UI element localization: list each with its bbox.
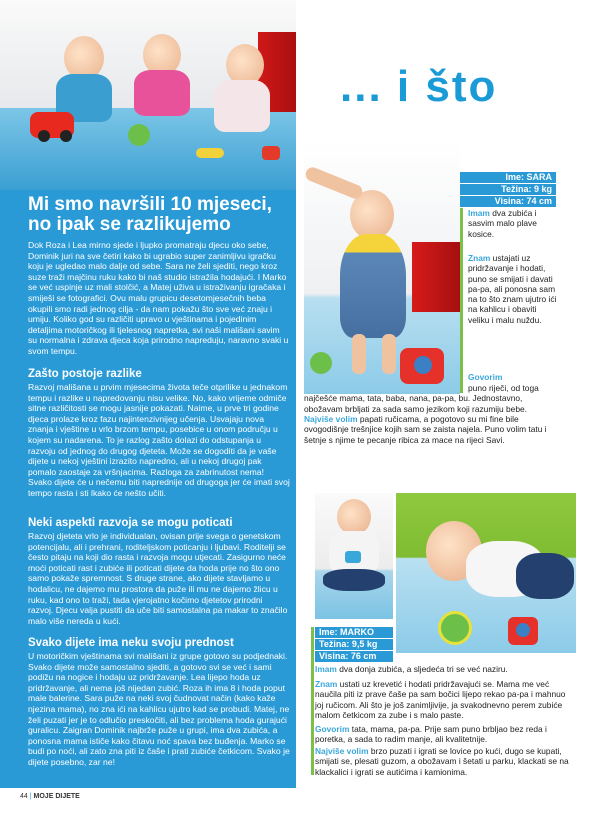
photo-marko-crawling [396, 493, 576, 653]
section-heading: Neki aspekti razvoja se mogu poticati [28, 517, 233, 529]
section-text: U motoričkim vještinama svi mališani iz grupe gotovo su podjednaki. Svako dijete može samostalno sjediti, a gotovo svi se već i sami podižu na nogice i hodaju uz pridržavanje. Lea lijepo hoda uz pridržavanje, ali nema još nijedan zubić. Roza ih ima 8 i hoda poput male balerine. Sara puže na neki svoj čudnovat način (kako kaže njezina mama), no zna ići na kahlicu ujutro kad se probudi. Matej, ne želi puzati jer je to odlučio preskočiti, ali bez problema hoda gurajući guralicu. Zaigran Dominik najbrže puže u grupi, ima dva zubića, a ponosna mama ističe kako čitavu noć spava bez buđenja. Marko se budi po noći, ali zato zna piti iz čaše i prati zubiće četkicom. Svako je dijete posebno, zar ne! [28, 651, 290, 767]
page-footer: 44 | MOJE DIJETE [20, 793, 80, 800]
text: ustajati uz pridržavanje i hodati, puno se smijati i davati pa-pa, ali ponosna sam na to što znam ujutro ići na kahlicu i obaviti veliku i malu nuždu. [468, 253, 557, 325]
photo-baby-leg [352, 334, 366, 374]
article-title: Mi smo navršili 10 mjeseci, no ipak se razlikujemo [28, 194, 272, 235]
label: Govorim [315, 724, 350, 734]
photo-baby-leg [382, 334, 396, 374]
section-heading: Zašto postoje razlike [28, 368, 142, 380]
photo-toy-wheel [38, 130, 50, 142]
marko-imam [315, 664, 575, 674]
sara-info-box [460, 172, 556, 207]
photo-toy-ring [196, 148, 224, 158]
article-intro: Dok Roza i Lea mirno sjede i ljupko promatraju djecu oko sebe, Dominik juri na sve četiri kako bi ugrabio super zanimljivu igračku koju je ugledao malo dalje od sebe. Sara ne želi sjediti, nego kroz suze traži majčinu ruku kako bi naš studio istražila hodajući. I Marko se već uspinje uz mali stolčić, a Matej uživa u istraživanju igračaka i smiješi se fotografici. Ovu malu grupicu desetomjesečnih beba okupili smo radi jednog cilja - da nam pokažu što sve već znaju i umiju. Koliko god su različiti upravo u vještinama i pojedinim detaljima motoričkog ili tjelesnog napretka, svi naši mališani savim su normalna i zdrava djeca koja prirodno napreduju, naravno svaki u svom tempu. [28, 240, 289, 356]
photo-baby-body [134, 70, 190, 116]
marko-govorim [315, 724, 575, 745]
photo-babies-group [0, 0, 296, 190]
photo-baby-head [337, 499, 371, 535]
photo-toy-block [262, 146, 280, 160]
page-headline: ... i što [340, 62, 498, 111]
section-text: Razvoj mališana u prvim mjesecima života teče otprilike u jednakom tempu i razlike u napredovanju nisu velike. No, kako vrijeme odmiče sitne različitosti se mogu jasnije pokazati. Naime, u prve tri godine djeca prolaze kroz fazu najintenzivnijeg učenja. Usvajaju nova znanja i vještine u vrlo brzom tempu, posebice u onom području u kojem su nadarena. To je razlog zašto dolazi do odstupanja u razvoju od jednog do drugog djeteta. Može se dogoditi da je vaše dijete u nekoj vještini izrazito napredno, ali u nekoj drugoj pak pomalo zaostaje za vršnjacima. Razloga za zabrinutost nema! Svako dijete će u nečemu biti naprednije od drugoga jer će imati svoj tempo rasta i sti lkako će nešto učiti. [28, 382, 290, 498]
marko-weight: Težina: 9,5 kg [315, 639, 393, 651]
marko-znam [315, 679, 575, 720]
sara-imam [468, 208, 558, 239]
photo-toy-wheel [60, 130, 72, 142]
label: Znam [468, 253, 491, 263]
text: brzo puzati i igrati se lovice po kući, dugo se kupati, smijati se, plesati guzom, a obožavam i šetati u parku, klackati se na klackalici i igrati se autićima i kamionima. [315, 746, 569, 777]
sara-znam [468, 253, 558, 325]
photo-toy [345, 551, 361, 563]
sara-accent-bar [460, 208, 463, 393]
marko-accent-bar [311, 627, 314, 775]
sara-name: Ime: SARA [460, 172, 556, 184]
photo-baby-pants [516, 553, 574, 599]
page-number: 44 [20, 793, 28, 800]
label: Govorim [468, 372, 503, 382]
label: Najviše volim [304, 414, 358, 424]
photo-red-block [412, 242, 460, 312]
marko-info-box [315, 627, 393, 662]
sara-volim [304, 414, 558, 445]
label: Imam [468, 208, 490, 218]
sara-govorim [468, 372, 558, 382]
photo-toy-ball [310, 352, 332, 374]
text: papati ručicama, a pogotovo su mi fine bile ovogodišnje trešnjice kojih sam se zaista najela. Puno volim tatu i šetnje s njime te pecanje ribica za mace na rijeci Savi. [304, 414, 547, 445]
text: ustati uz krevetić i hodati pridržavajući se. Mama me već naučila piti iz prave čaše pa sam bočici lijepo rekao pa-pa i mahnuo joj ručicom. Ali što je još zanimljivije, ja svakodnevno perem zubiće malom četkicom za zube i s malo paste. [315, 679, 566, 720]
label: Imam [315, 664, 337, 674]
sara-govorim-text: puno riječi, od toga najčešće mama, tata, baba, nana, pa-pa, bu. Jednostavno, obožavam brbljati za sada samo jezikom koji razumiju bebe. [304, 383, 539, 414]
photo-toy-lens [414, 356, 432, 374]
text: dva zubića i sasvim malo plave kosice. [468, 208, 537, 239]
marko-name: Ime: MARKO [315, 627, 393, 639]
label: Najviše volim [315, 746, 369, 756]
magazine-name: MOJE DIJETE [33, 793, 80, 800]
photo-baby-pants [323, 569, 385, 591]
photo-baby-dress [340, 234, 406, 338]
photo-sara [304, 142, 460, 394]
marko-volim [315, 746, 575, 777]
marko-height: Visina: 76 cm [319, 651, 377, 661]
photo-toy-ring [438, 611, 472, 645]
photo-toy-ball [128, 124, 150, 146]
text: dva donja zubića, a sljedeća tri se već naziru. [336, 664, 508, 674]
photo-parent-hand [304, 165, 364, 200]
label: Znam [315, 679, 338, 689]
sara-weight: Težina: 9 kg [460, 184, 556, 196]
section-heading: Svako dijete ima neku svoju prednost [28, 637, 234, 649]
photo-toy-lens [516, 623, 530, 637]
section-text: Razvoj djeteta vrlo je individualan, ovisan prije svega o genetskom potencijalu, ali i prehrani, roditeljskom poticanju i ljubavi. Roditelji se često pitaju na koji dio rasta i razvoja mogu utjecati. Zasigurno neće moći poticati rast i zubiće ili poticati dijete da hoda prije no što ono samo pokaže spremnost. S druge strane, ako dijete stavljamo u hodalicu, ne dajemo mu prostora da puže ili mu ne dajemo žlicu u ruku, kad ono to traži, tada vjerojatno kočimo djetetov prirodni razvoj. Djecu valja pustiti da uče biti samostalna pa makar to značilo malo više nereda u kući. [28, 531, 288, 626]
sara-height: Visina: 74 cm [494, 196, 552, 206]
photo-baby-body [214, 80, 270, 132]
text: tata, mama, pa-pa. Prije sam puno brbljao bez reda i poretka, a sada to radim manje, ali kvalitetnije. [315, 724, 547, 745]
photo-marko-sitting [315, 493, 393, 619]
